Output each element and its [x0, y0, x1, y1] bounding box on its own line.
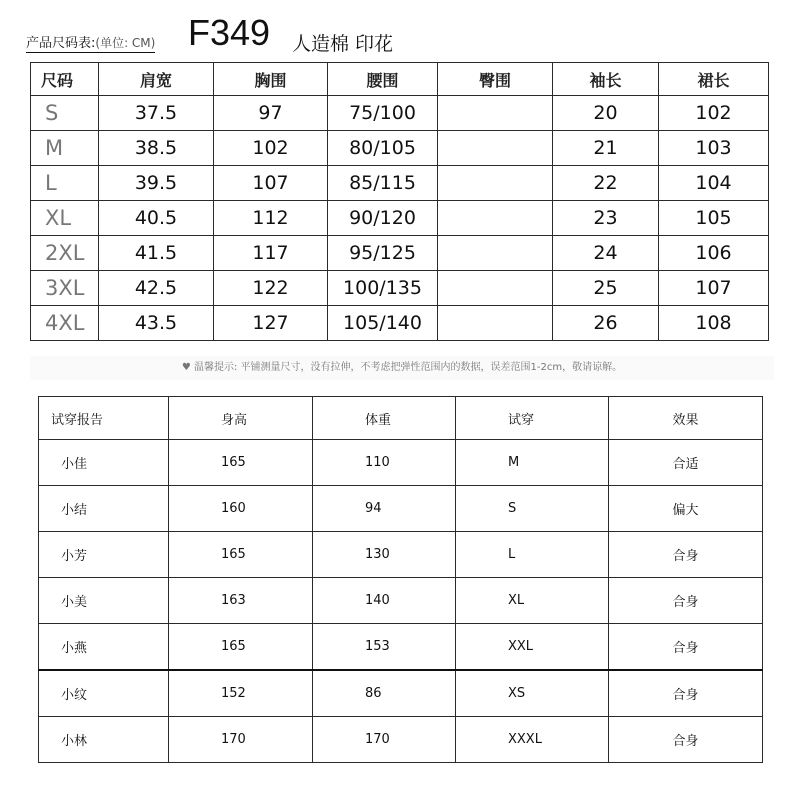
- measurement-tip: ♥ 温馨提示: 平铺测量尺寸，没有拉伸，不考虑把弹性范围内的数据，误差范围1-2cm，敬请谅解。: [30, 356, 774, 380]
- length-cell: 105: [659, 201, 769, 236]
- size-chart-label: [26, 32, 155, 53]
- tester-effect: 合身: [609, 532, 763, 578]
- shoulder-cell: 38.5: [99, 131, 214, 166]
- tester-name: 小结: [39, 486, 169, 532]
- waist-cell: 105/140: [328, 306, 438, 341]
- hip-cell: [438, 306, 553, 341]
- hip-cell: [438, 96, 553, 131]
- header-waist: 腰围: [328, 63, 438, 96]
- tester-effect: 合身: [609, 670, 763, 717]
- header-sleeve: 袖长: [553, 63, 659, 96]
- length-cell: 107: [659, 271, 769, 306]
- hip-cell: [438, 236, 553, 271]
- tester-effect: 合身: [609, 624, 763, 671]
- tryon-row: [39, 440, 763, 486]
- bust-cell: 122: [214, 271, 328, 306]
- hip-cell: [438, 131, 553, 166]
- tester-weight: 110: [313, 440, 456, 486]
- tester-effect: 合身: [609, 717, 763, 763]
- sleeve-cell: 21: [553, 131, 659, 166]
- tester-height: 165: [169, 624, 313, 671]
- sleeve-cell: 25: [553, 271, 659, 306]
- size-chart-label-text: 产品尺码表:: [26, 36, 96, 51]
- size-table-header-row: [31, 63, 769, 96]
- tester-size: XS: [456, 670, 609, 717]
- header-effect: 效果: [609, 397, 763, 440]
- header-shoulder: 肩宽: [99, 63, 214, 96]
- bust-cell: 107: [214, 166, 328, 201]
- length-cell: 102: [659, 96, 769, 131]
- sleeve-cell: 26: [553, 306, 659, 341]
- tester-height: 165: [169, 440, 313, 486]
- tryon-row: [39, 532, 763, 578]
- tester-size: XXXL: [456, 717, 609, 763]
- shoulder-cell: 41.5: [99, 236, 214, 271]
- tester-name: 小纹: [39, 670, 169, 717]
- tester-name: 小美: [39, 578, 169, 624]
- length-cell: 103: [659, 131, 769, 166]
- sleeve-cell: 20: [553, 96, 659, 131]
- waist-cell: 100/135: [328, 271, 438, 306]
- header-length: 裙长: [659, 63, 769, 96]
- header-height: 身高: [169, 397, 313, 440]
- tester-size: XL: [456, 578, 609, 624]
- tester-weight: 153: [313, 624, 456, 671]
- tester-name: 小林: [39, 717, 169, 763]
- page-header: [0, 0, 800, 62]
- bust-cell: 117: [214, 236, 328, 271]
- length-cell: 104: [659, 166, 769, 201]
- size-cell: M: [31, 131, 99, 166]
- bust-cell: 112: [214, 201, 328, 236]
- tryon-row: [39, 717, 763, 763]
- size-row: [31, 201, 769, 236]
- tester-size: XXL: [456, 624, 609, 671]
- tryon-row: [39, 624, 763, 671]
- tester-name: 小芳: [39, 532, 169, 578]
- unit-label: (单位: CM): [95, 36, 156, 50]
- size-cell: 3XL: [31, 271, 99, 306]
- waist-cell: 75/100: [328, 96, 438, 131]
- size-cell: 2XL: [31, 236, 99, 271]
- shoulder-cell: 40.5: [99, 201, 214, 236]
- tester-size: M: [456, 440, 609, 486]
- length-cell: 106: [659, 236, 769, 271]
- size-cell: L: [31, 166, 99, 201]
- size-row: [31, 306, 769, 341]
- tester-height: 152: [169, 670, 313, 717]
- hip-cell: [438, 166, 553, 201]
- tester-effect: 偏大: [609, 486, 763, 532]
- header-tryon-report: 试穿报告: [39, 397, 169, 440]
- size-cell: 4XL: [31, 306, 99, 341]
- tester-weight: 130: [313, 532, 456, 578]
- size-chart-table: [30, 62, 769, 341]
- shoulder-cell: 39.5: [99, 166, 214, 201]
- tryon-row: [39, 670, 763, 717]
- tester-height: 163: [169, 578, 313, 624]
- header-hip: 臀围: [438, 63, 553, 96]
- tryon-row: [39, 486, 763, 532]
- product-code: F349: [188, 12, 271, 53]
- sleeve-cell: 24: [553, 236, 659, 271]
- length-cell: 108: [659, 306, 769, 341]
- tester-weight: 86: [313, 670, 456, 717]
- hip-cell: [438, 201, 553, 236]
- size-cell: S: [31, 96, 99, 131]
- header-weight: 体重: [313, 397, 456, 440]
- waist-cell: 85/115: [328, 166, 438, 201]
- sleeve-cell: 23: [553, 201, 659, 236]
- tester-size: L: [456, 532, 609, 578]
- size-row: [31, 166, 769, 201]
- hip-cell: [438, 271, 553, 306]
- tryon-row: [39, 578, 763, 624]
- size-row: [31, 236, 769, 271]
- size-row: [31, 271, 769, 306]
- tester-weight: 140: [313, 578, 456, 624]
- tester-height: 170: [169, 717, 313, 763]
- header-tried-size: 试穿: [456, 397, 609, 440]
- size-row: [31, 131, 769, 166]
- tester-effect: 合适: [609, 440, 763, 486]
- tester-weight: 170: [313, 717, 456, 763]
- size-cell: XL: [31, 201, 99, 236]
- tester-effect: 合身: [609, 578, 763, 624]
- tester-height: 160: [169, 486, 313, 532]
- tester-weight: 94: [313, 486, 456, 532]
- size-row: [31, 96, 769, 131]
- tryon-header-row: [39, 397, 763, 440]
- sleeve-cell: 22: [553, 166, 659, 201]
- tester-name: 小佳: [39, 440, 169, 486]
- bust-cell: 127: [214, 306, 328, 341]
- bust-cell: 97: [214, 96, 328, 131]
- waist-cell: 90/120: [328, 201, 438, 236]
- shoulder-cell: 42.5: [99, 271, 214, 306]
- shoulder-cell: 37.5: [99, 96, 214, 131]
- product-material: 人造棉 印花: [292, 33, 394, 55]
- waist-cell: 95/125: [328, 236, 438, 271]
- header-size: 尺码: [31, 63, 99, 96]
- bust-cell: 102: [214, 131, 328, 166]
- header-bust: 胸围: [214, 63, 328, 96]
- tryon-report-table: [38, 396, 763, 763]
- shoulder-cell: 43.5: [99, 306, 214, 341]
- waist-cell: 80/105: [328, 131, 438, 166]
- tester-name: 小燕: [39, 624, 169, 671]
- tester-height: 165: [169, 532, 313, 578]
- tester-size: S: [456, 486, 609, 532]
